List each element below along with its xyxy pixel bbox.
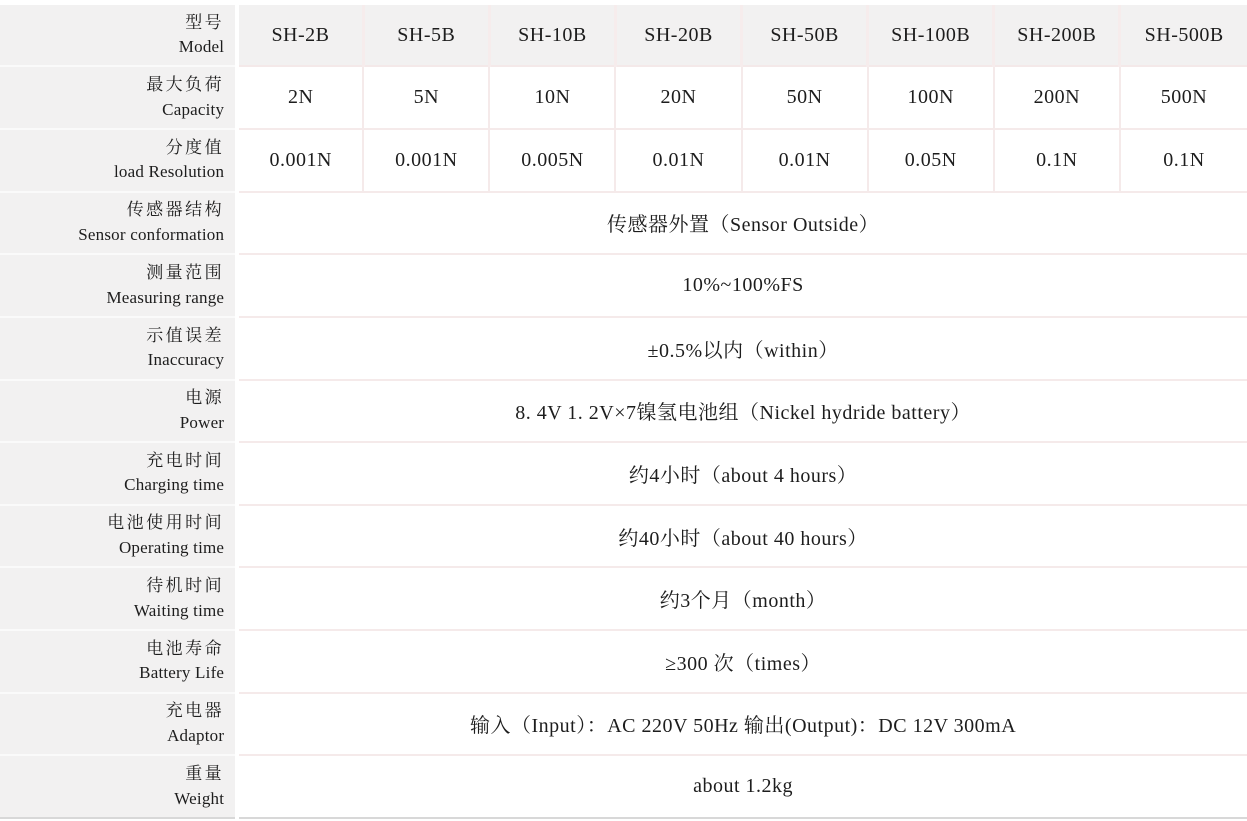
- row-header-zh: 电池使用时间: [107, 513, 225, 533]
- row-header-zh: 分度值: [165, 137, 225, 157]
- row-header-en: Charging time: [124, 475, 225, 495]
- row-header-zh: 示值误差: [146, 325, 225, 345]
- table-row-battery-life: [0, 630, 1247, 693]
- measuring-range-value: 10%~100%FS: [237, 254, 1247, 317]
- row-header-zh: 电源: [185, 388, 225, 408]
- row-header-en: Sensor conformation: [78, 224, 225, 244]
- spec-table: [0, 5, 1247, 819]
- row-header-inaccuracy: [0, 317, 237, 380]
- row-header-zh: 充电时间: [146, 450, 225, 470]
- resolution-cell: 0.1N: [1120, 129, 1247, 192]
- model-cell: SH-50B: [742, 5, 868, 66]
- row-header-weight: [0, 755, 237, 818]
- row-header-en: Adaptor: [167, 725, 225, 745]
- row-header-capacity: [0, 66, 237, 129]
- table-row-operating-time: [0, 505, 1247, 568]
- table-row-power: [0, 380, 1247, 443]
- resolution-cell: 0.001N: [363, 129, 489, 192]
- model-cell: SH-5B: [363, 5, 489, 66]
- sensor-conformation-value: 传感器外置（Sensor Outside）: [237, 192, 1247, 255]
- capacity-cell: 50N: [742, 66, 868, 129]
- row-header-en: Battery Life: [139, 663, 225, 683]
- row-header-zh: 型号: [185, 12, 225, 32]
- row-header-power: [0, 380, 237, 443]
- table-row-capacity: [0, 66, 1247, 129]
- resolution-cell: 0.01N: [742, 129, 868, 192]
- row-header-en: Weight: [174, 788, 225, 808]
- row-header-zh: 测量范围: [146, 262, 225, 282]
- table-row-inaccuracy: [0, 317, 1247, 380]
- adaptor-value: 输入（Input）：AC 220V 50Hz 输出(Output)：DC 12V 300mA: [237, 693, 1247, 756]
- row-header-zh: 重量: [185, 764, 225, 783]
- model-cell: SH-20B: [615, 5, 741, 66]
- power-value: 8. 4V 1. 2V×7镍氢电池组（Nickel hydride battery）: [237, 380, 1247, 443]
- row-header-en: Inaccuracy: [147, 350, 225, 370]
- row-header-en: Measuring range: [106, 287, 225, 307]
- model-cell: SH-2B: [237, 5, 363, 66]
- table-row-resolution: [0, 129, 1247, 192]
- resolution-cell: 0.05N: [868, 129, 994, 192]
- resolution-cell: 0.01N: [615, 129, 741, 192]
- row-header-en: Model: [178, 37, 225, 57]
- table-row-adaptor: [0, 693, 1247, 756]
- row-header-en: Operating time: [118, 538, 225, 558]
- capacity-cell: 100N: [868, 66, 994, 129]
- row-header-zh: 电池寿命: [146, 638, 225, 658]
- row-header-zh: 待机时间: [146, 576, 225, 596]
- table-row-measuring-range: [0, 254, 1247, 317]
- row-header-adaptor: [0, 693, 237, 756]
- row-header-en: Capacity: [162, 99, 225, 119]
- capacity-cell: 20N: [615, 66, 741, 129]
- operating-time-value: 约40小时（about 40 hours）: [237, 505, 1247, 568]
- resolution-cell: 0.005N: [489, 129, 615, 192]
- model-cell: SH-100B: [868, 5, 994, 66]
- waiting-time-value: 约3个月（month）: [237, 567, 1247, 630]
- row-header-measuring-range: [0, 254, 237, 317]
- table-row-model: [0, 5, 1247, 66]
- table-row-waiting-time: [0, 567, 1247, 630]
- row-header-model: [0, 5, 237, 66]
- row-header-en: Waiting time: [133, 600, 225, 620]
- table-row-weight: [0, 755, 1247, 818]
- row-header-en: Power: [179, 412, 225, 432]
- capacity-cell: 5N: [363, 66, 489, 129]
- resolution-cell: 0.1N: [994, 129, 1120, 192]
- row-header-waiting-time: [0, 567, 237, 630]
- row-header-resolution: [0, 129, 237, 192]
- model-cell: SH-500B: [1120, 5, 1247, 66]
- row-header-charging-time: [0, 442, 237, 505]
- capacity-cell: 10N: [489, 66, 615, 129]
- table-row-sensor-conformation: [0, 192, 1247, 255]
- resolution-cell: 0.001N: [237, 129, 363, 192]
- row-header-zh: 最大负荷: [146, 75, 225, 95]
- row-header-operating-time: [0, 505, 237, 568]
- model-cell: SH-10B: [489, 5, 615, 66]
- row-header-battery-life: [0, 630, 237, 693]
- row-header-sensor-conformation: [0, 192, 237, 255]
- charging-time-value: 约4小时（about 4 hours）: [237, 442, 1247, 505]
- capacity-cell: 200N: [994, 66, 1120, 129]
- table-row-charging-time: [0, 442, 1247, 505]
- inaccuracy-value: ±0.5%以内（within）: [237, 317, 1247, 380]
- row-header-en: load Resolution: [113, 162, 225, 182]
- weight-value: about 1.2kg: [237, 755, 1247, 818]
- model-cell: SH-200B: [994, 5, 1120, 66]
- capacity-cell: 500N: [1120, 66, 1247, 129]
- capacity-cell: 2N: [237, 66, 363, 129]
- row-header-zh: 充电器: [165, 701, 225, 721]
- row-header-zh: 传感器结构: [126, 200, 225, 220]
- battery-life-value: ≥300 次（times）: [237, 630, 1247, 693]
